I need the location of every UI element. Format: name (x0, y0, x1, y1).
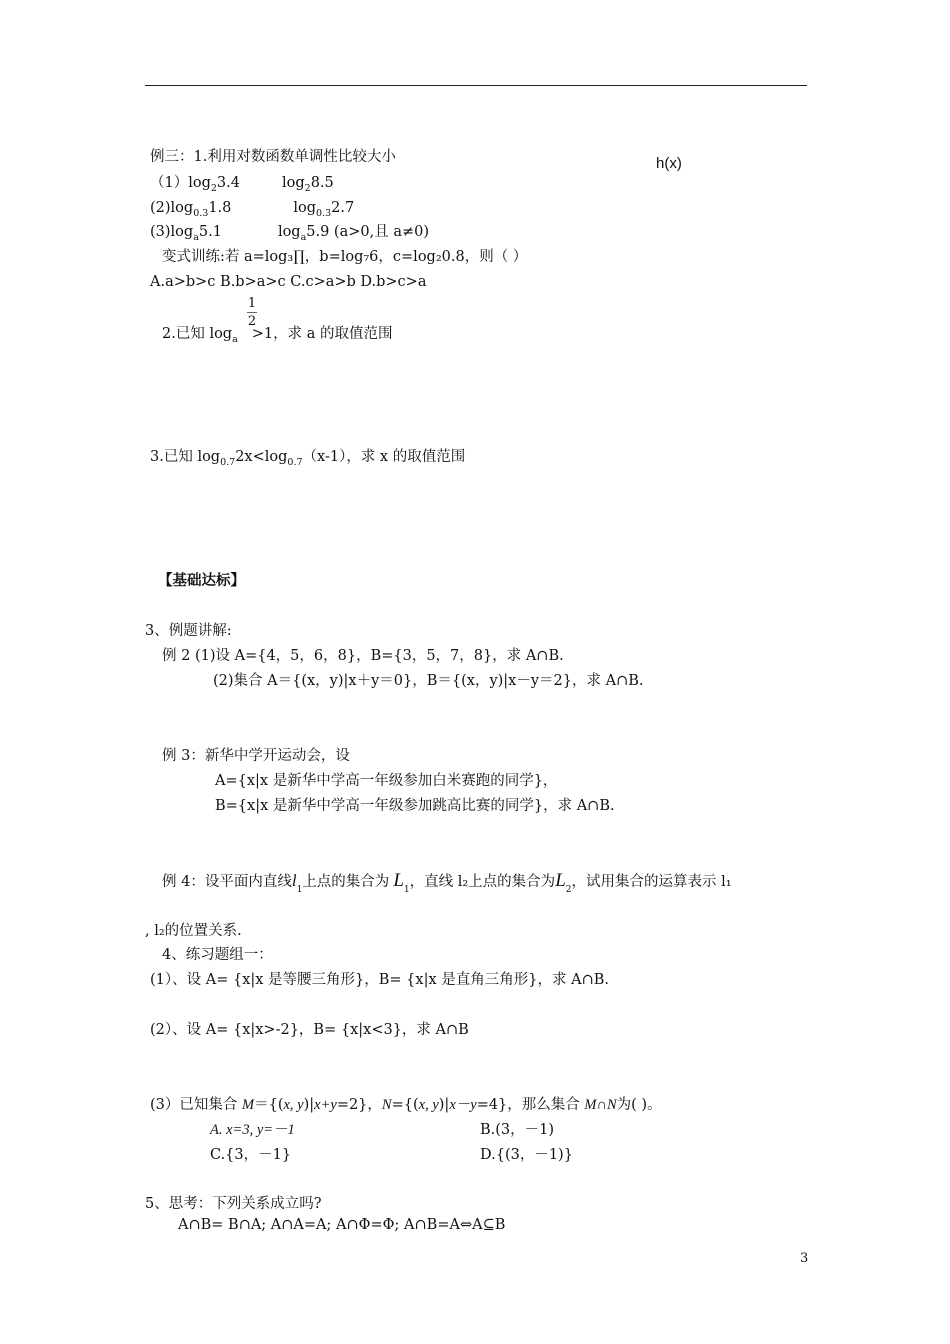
variant-options: A.a>b>c B.b>a>c C.c>a>b D.b>c>a (150, 274, 427, 290)
set-relations: A∩B= B∩A; A∩A=A; A∩Φ=Φ; A∩B=A⇔A⊆B (178, 1217, 506, 1233)
section3-heading: 3、例题讲解: (145, 623, 232, 639)
fraction-denominator: 2 (247, 314, 257, 329)
example3-part3: $(3)\log_a5.1$ $\log_a5.9$ (a>0,且 a≠0) (150, 224, 430, 243)
option-a: A. x=3, y=－1 (210, 1122, 295, 1138)
section4-heading: 4、练习题组一： (162, 947, 273, 963)
example3-title: 例三：1.利用对数函数单调性比较大小 (150, 149, 396, 165)
hx-label: h(x) (656, 155, 682, 172)
section5-heading: 5、思考：下列关系成立吗? (145, 1196, 322, 1212)
option-d: D.{(3，－1)} (480, 1147, 573, 1163)
fraction-numerator: 1 (247, 296, 257, 311)
page-number: 3 (800, 1251, 809, 1266)
option-c: C.{3，－1} (210, 1147, 292, 1163)
example3-part2: $(2)\log_{0.3}1.8$ $\log_{0.3}2.7$ (150, 200, 355, 219)
example3-set-b: B={x|x 是新华中学高一年级参加跳高比赛的同学}，求 A∩B. (215, 798, 615, 814)
example3-part1: $(1)\log_23.4$ $\log_28.5$ (150, 175, 334, 194)
example2-part1: 例 2 (1)设 A={4，5，6，8}，B={3，5，7，8}，求 A∩B. (162, 648, 564, 664)
question2: 2.已知 $\log_a >1$，求 a 的取值范围 (162, 326, 393, 345)
basics-heading: 【基础达标】 (158, 572, 245, 589)
practice2: (2）、设 A= {x|x>-2}，B= {x|x<3}，求 A∩B (150, 1022, 469, 1038)
example4-line2: , l₂的位置关系. (145, 923, 242, 939)
example3-set-a: A={x|x 是新华中学高一年级参加白米赛跑的同学}， (215, 773, 558, 789)
header-rule (145, 85, 807, 86)
practice1: (1）、设 A= {x|x 是等腰三角形}，B= {x|x 是直角三角形}，求 A∩B. (150, 972, 609, 988)
example2-part2: (2)集合 A＝{(x，y)|x＋y＝0}，B＝{(x，y)|x－y＝2}，求 A∩B. (213, 673, 644, 689)
example3-sets-intro: 例 3：新华中学开运动会，设 (162, 748, 350, 764)
practice3: (3）已知集合 M＝{(x, y)|x+y=2}，N={(x, y)|x－y=4}，那么集合 M∩N为( )。 (150, 1097, 662, 1113)
example4-line1: 例 4：设平面内直线$l_1$上点的集合为 $L_1$，直线 l₂上点的集合为$L_2$，试用集合的运算表示 l₁ (162, 870, 732, 895)
option-b: B.(3，－1) (480, 1122, 555, 1138)
question3: 3.已知 $\log_{0.7}2x<\log_{0.7}(x-1)$，求 x 的取值范围 (150, 449, 466, 468)
variant-training: 变式训练:若 a=log₃∏，b=log₇6，c=log₂0.8，则（ ） (162, 249, 528, 265)
